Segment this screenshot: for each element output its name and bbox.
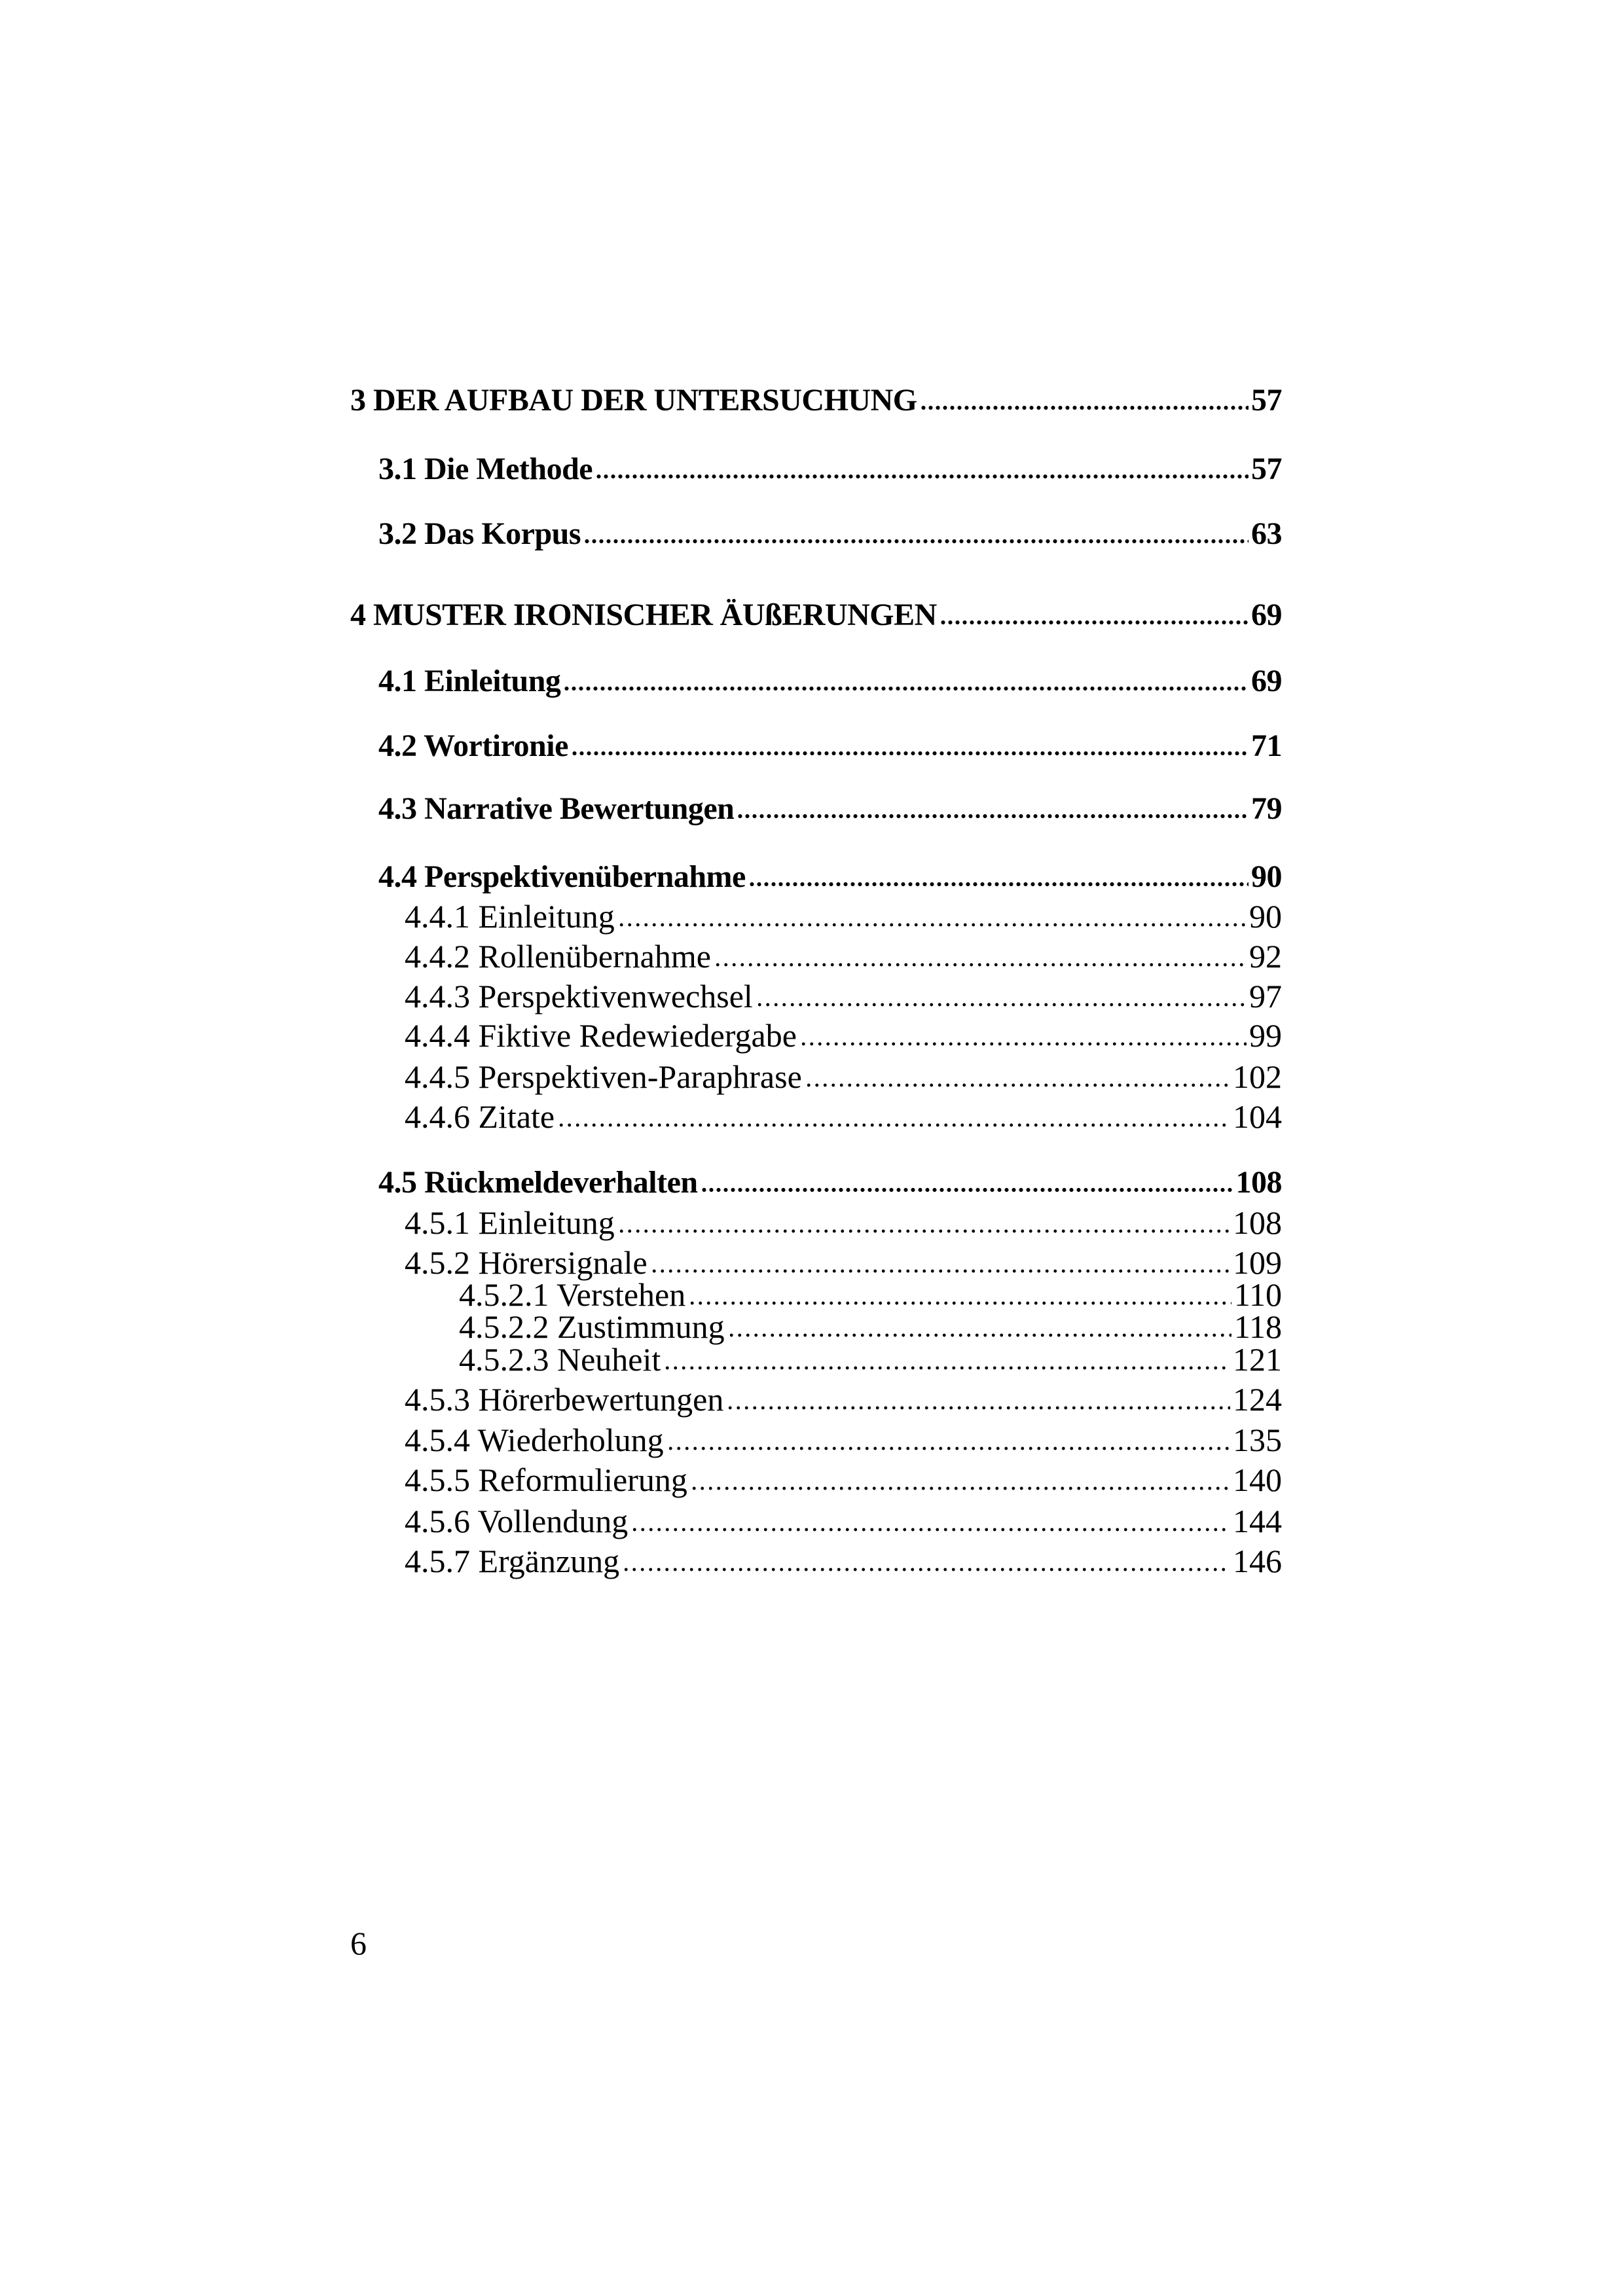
toc-entry-page: 118 bbox=[1233, 1308, 1282, 1345]
toc-entry[interactable] bbox=[378, 791, 1282, 827]
toc-entry[interactable] bbox=[405, 1503, 1282, 1539]
toc-entry[interactable] bbox=[350, 382, 1282, 419]
toc-entry[interactable] bbox=[405, 1381, 1282, 1418]
toc-entry-title: 4.5.1 Einleitung bbox=[405, 1204, 615, 1241]
toc-entry-title: 4.4.4 Fiktive Redewiedergabe bbox=[405, 1017, 797, 1054]
dot-leader bbox=[563, 686, 1249, 691]
toc-entry-title: 4.5.5 Reformulierung bbox=[405, 1462, 687, 1498]
toc-entry[interactable] bbox=[405, 1543, 1282, 1579]
toc-entry-title: 4.3 Narrative Bewertungen bbox=[378, 791, 735, 826]
toc-entry-page: 109 bbox=[1233, 1244, 1282, 1281]
dot-leader bbox=[688, 1300, 1231, 1306]
toc-entry[interactable] bbox=[405, 1244, 1282, 1281]
toc-entry-title: 4.4 Perspektivenübernahme bbox=[378, 859, 746, 894]
toc-entry[interactable] bbox=[459, 1308, 1282, 1345]
toc-entry-title: 4.5.2.3 Neuheit bbox=[459, 1341, 661, 1378]
dot-leader bbox=[617, 1229, 1230, 1234]
toc-entry-page: 108 bbox=[1233, 1204, 1282, 1241]
toc-entry[interactable] bbox=[378, 859, 1282, 895]
dot-leader bbox=[756, 1002, 1247, 1007]
toc-entry-title: 4 MUSTER IRONISCHER ÄUßERUNGEN bbox=[350, 598, 937, 632]
toc-entry-page: 90 bbox=[1249, 898, 1282, 935]
toc-entry[interactable] bbox=[350, 597, 1282, 634]
toc-entry-page: 99 bbox=[1249, 1017, 1282, 1054]
toc-entry-title: 4.5.3 Hörerbewertungen bbox=[405, 1381, 724, 1418]
toc-entry[interactable] bbox=[405, 1017, 1282, 1054]
toc-entry-title: 3.1 Die Methode bbox=[378, 452, 593, 486]
toc-entry-title: 4.1 Einleitung bbox=[378, 664, 561, 698]
toc-entry-page: 135 bbox=[1233, 1422, 1282, 1458]
toc-entry-page: 104 bbox=[1233, 1098, 1282, 1135]
dot-leader bbox=[920, 405, 1249, 410]
dot-leader bbox=[726, 1405, 1230, 1410]
toc-entry-title: 4.4.3 Perspektivenwechsel bbox=[405, 978, 753, 1014]
toc-entry-page: 124 bbox=[1233, 1381, 1282, 1418]
toc-entry-title: 4.5.2 Hörersignale bbox=[405, 1244, 647, 1281]
toc-entry-title: 4.4.5 Perspektiven-Paraphrase bbox=[405, 1058, 802, 1095]
dot-leader bbox=[799, 1041, 1247, 1047]
toc-entry-title: 4.2 Wortironie bbox=[378, 728, 568, 763]
toc-entry-title: 3 DER AUFBAU DER UNTERSUCHUNG bbox=[350, 383, 917, 418]
toc-entry-page: 90 bbox=[1251, 859, 1282, 894]
dot-leader bbox=[595, 474, 1249, 479]
toc-entry[interactable] bbox=[378, 1164, 1282, 1201]
dot-leader bbox=[571, 751, 1249, 756]
toc-entry[interactable] bbox=[378, 516, 1282, 552]
toc-entry[interactable] bbox=[405, 1098, 1282, 1135]
toc-entry[interactable] bbox=[405, 1204, 1282, 1241]
toc-entry[interactable] bbox=[378, 663, 1282, 700]
dot-leader bbox=[650, 1268, 1230, 1274]
toc-entry-page: 110 bbox=[1233, 1276, 1282, 1313]
dot-leader bbox=[701, 1187, 1233, 1193]
toc-entry-title: 4.4.6 Zitate bbox=[405, 1098, 555, 1135]
toc-entry-title: 4.4.2 Rollenübernahme bbox=[405, 938, 711, 975]
dot-leader bbox=[663, 1365, 1230, 1371]
toc-entry-title: 4.5.6 Vollendung bbox=[405, 1503, 629, 1539]
toc-entry-page: 102 bbox=[1233, 1058, 1282, 1095]
dot-leader bbox=[690, 1486, 1230, 1491]
dot-leader bbox=[622, 1567, 1230, 1572]
toc-entry-title: 4.5 Rückmeldeverhalten bbox=[378, 1165, 698, 1200]
toc-entry-page: 121 bbox=[1233, 1341, 1282, 1378]
page-number: 6 bbox=[350, 1925, 367, 1962]
toc-entry[interactable] bbox=[405, 1462, 1282, 1498]
toc-entry-title: 4.5.2.1 Verstehen bbox=[459, 1276, 686, 1313]
dot-leader bbox=[737, 814, 1249, 819]
toc-entry-title: 4.5.7 Ergänzung bbox=[405, 1543, 620, 1579]
dot-leader bbox=[617, 922, 1247, 927]
toc-entry-page: 146 bbox=[1233, 1543, 1282, 1579]
dot-leader bbox=[805, 1083, 1230, 1088]
dot-leader bbox=[630, 1527, 1230, 1532]
dot-leader bbox=[557, 1122, 1230, 1128]
toc-entry[interactable] bbox=[459, 1341, 1282, 1378]
toc-entry-page: 57 bbox=[1251, 452, 1282, 486]
toc-entry[interactable] bbox=[405, 1422, 1282, 1458]
toc-entry[interactable] bbox=[405, 1058, 1282, 1095]
toc-entry[interactable] bbox=[405, 978, 1282, 1014]
dot-leader bbox=[583, 539, 1249, 544]
dot-leader bbox=[714, 962, 1247, 967]
dot-leader bbox=[666, 1446, 1230, 1451]
dot-leader bbox=[748, 882, 1249, 887]
toc-entry[interactable] bbox=[405, 898, 1282, 935]
toc-entry-page: 79 bbox=[1251, 791, 1282, 826]
toc-entry-title: 4.5.2.2 Zustimmung bbox=[459, 1308, 725, 1345]
toc-entry-title: 3.2 Das Korpus bbox=[378, 516, 581, 551]
dot-leader bbox=[939, 620, 1249, 625]
toc-entry-page: 69 bbox=[1251, 664, 1282, 698]
toc-entry-page: 97 bbox=[1249, 978, 1282, 1014]
toc-entry-page: 63 bbox=[1251, 516, 1282, 551]
toc-entry[interactable] bbox=[378, 451, 1282, 488]
toc-entry-page: 108 bbox=[1235, 1165, 1282, 1200]
toc-entry-title: 4.5.4 Wiederholung bbox=[405, 1422, 664, 1458]
dot-leader bbox=[727, 1333, 1231, 1338]
toc-entry-page: 57 bbox=[1251, 383, 1282, 418]
toc-entry[interactable] bbox=[459, 1276, 1282, 1313]
toc-entry-page: 144 bbox=[1233, 1503, 1282, 1539]
toc-entry-page: 71 bbox=[1251, 728, 1282, 763]
toc-entry-page: 69 bbox=[1251, 598, 1282, 632]
toc-entry[interactable] bbox=[378, 728, 1282, 764]
toc-entry-title: 4.4.1 Einleitung bbox=[405, 898, 615, 935]
toc-entry-page: 92 bbox=[1249, 938, 1282, 975]
toc-entry[interactable] bbox=[405, 938, 1282, 975]
toc-entry-page: 140 bbox=[1233, 1462, 1282, 1498]
